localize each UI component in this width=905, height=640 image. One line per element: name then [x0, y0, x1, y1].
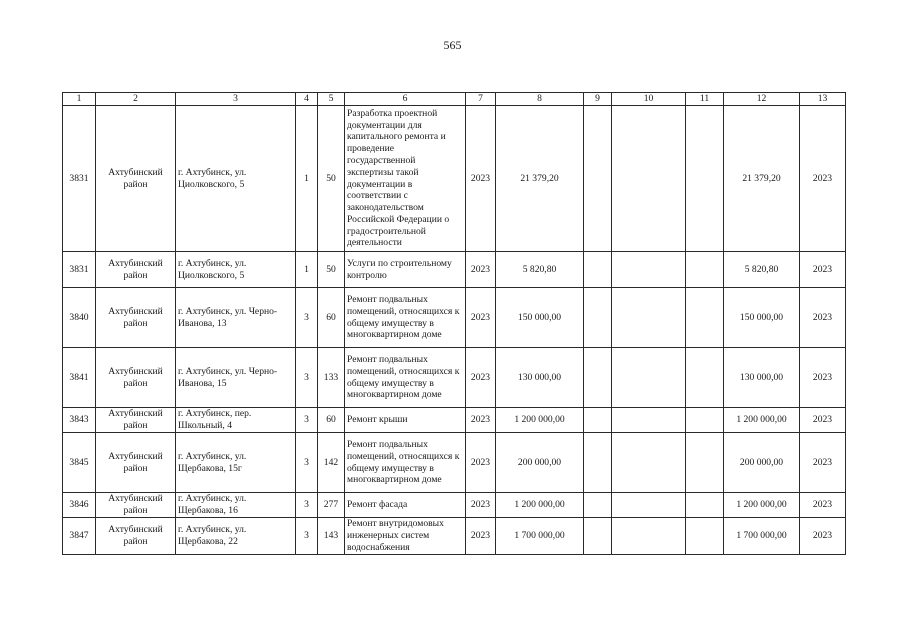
- address-cell: г. Ахтубинск, ул. Черно-Иванова, 15: [176, 348, 296, 408]
- col11-cell: [686, 106, 724, 252]
- work-type-cell: Ремонт внутридомовых инженерных систем водоснабжения: [345, 518, 466, 555]
- address-cell: г. Ахтубинск, пер. Школьный, 4: [176, 408, 296, 433]
- year-end-cell: 2023: [800, 433, 846, 493]
- year-end-cell: 2023: [800, 252, 846, 288]
- year-cell: 2023: [466, 288, 496, 348]
- col5-cell: 50: [318, 106, 345, 252]
- column-header: 12: [724, 93, 800, 106]
- year-end-cell: 2023: [800, 288, 846, 348]
- amount-cell: 1 700 000,00: [496, 518, 584, 555]
- year-cell: 2023: [466, 493, 496, 518]
- year-cell: 2023: [466, 518, 496, 555]
- work-type-cell: Ремонт подвальных помещений, относящихся к общему имуществу в многоквартирном доме: [345, 288, 466, 348]
- table-row: [63, 493, 846, 518]
- year-cell: 2023: [466, 106, 496, 252]
- col9-cell: [584, 348, 612, 408]
- amount-cell: 1 200 000,00: [496, 493, 584, 518]
- col4-cell: 1: [296, 106, 318, 252]
- col11-cell: [686, 408, 724, 433]
- work-type-cell: Ремонт подвальных помещений, относящихся к общему имуществу в многоквартирном доме: [345, 348, 466, 408]
- district-cell: Ахтубинский район: [96, 348, 176, 408]
- column-header: 8: [496, 93, 584, 106]
- col10-cell: [612, 493, 686, 518]
- column-header: 1: [63, 93, 96, 106]
- table-row: [63, 252, 846, 288]
- table-row: [63, 408, 846, 433]
- district-cell: Ахтубинский район: [96, 106, 176, 252]
- year-cell: 2023: [466, 433, 496, 493]
- column-header: 6: [345, 93, 466, 106]
- work-type-cell: Ремонт фасада: [345, 493, 466, 518]
- table-row: [63, 433, 846, 493]
- column-header: 2: [96, 93, 176, 106]
- total-cell: 21 379,20: [724, 106, 800, 252]
- col4-cell: 3: [296, 433, 318, 493]
- year-end-cell: 2023: [800, 106, 846, 252]
- work-type-cell: Ремонт подвальных помещений, относящихся к общему имуществу в многоквартирном доме: [345, 433, 466, 493]
- col4-cell: 3: [296, 518, 318, 555]
- col5-cell: 50: [318, 252, 345, 288]
- table-row: [63, 348, 846, 408]
- col4-cell: 3: [296, 408, 318, 433]
- col10-cell: [612, 106, 686, 252]
- address-cell: г. Ахтубинск, ул. Черно-Иванова, 13: [176, 288, 296, 348]
- total-cell: 5 820,80: [724, 252, 800, 288]
- work-type-cell: Разработка проектной документации для капитального ремонта и проведение государственной экспертизы такой документации в соответствии с законодательством Российской Федерации о градостроительной деятельности: [345, 106, 466, 252]
- col10-cell: [612, 408, 686, 433]
- col9-cell: [584, 252, 612, 288]
- column-header: 3: [176, 93, 296, 106]
- col10-cell: [612, 252, 686, 288]
- year-end-cell: 2023: [800, 493, 846, 518]
- row-id: 3841: [63, 348, 96, 408]
- district-cell: Ахтубинский район: [96, 493, 176, 518]
- address-cell: г. Ахтубинск, ул. Щербакова, 16: [176, 493, 296, 518]
- column-header: 11: [686, 93, 724, 106]
- row-id: 3831: [63, 252, 96, 288]
- col5-cell: 142: [318, 433, 345, 493]
- col4-cell: 3: [296, 348, 318, 408]
- col10-cell: [612, 348, 686, 408]
- col9-cell: [584, 493, 612, 518]
- column-header: 4: [296, 93, 318, 106]
- col9-cell: [584, 408, 612, 433]
- page-number: 565: [443, 38, 462, 52]
- col11-cell: [686, 518, 724, 555]
- col4-cell: 1: [296, 252, 318, 288]
- col10-cell: [612, 518, 686, 555]
- col4-cell: 3: [296, 288, 318, 348]
- col9-cell: [584, 433, 612, 493]
- district-cell: Ахтубинский район: [96, 518, 176, 555]
- total-cell: 150 000,00: [724, 288, 800, 348]
- table-row: [63, 288, 846, 348]
- col5-cell: 60: [318, 408, 345, 433]
- column-header: 5: [318, 93, 345, 106]
- amount-cell: 5 820,80: [496, 252, 584, 288]
- row-id: 3843: [63, 408, 96, 433]
- col5-cell: 143: [318, 518, 345, 555]
- year-cell: 2023: [466, 348, 496, 408]
- col5-cell: 60: [318, 288, 345, 348]
- row-id: 3831: [63, 106, 96, 252]
- work-type-cell: Услуги по строительному контролю: [345, 252, 466, 288]
- table-row: [63, 106, 846, 252]
- year-cell: 2023: [466, 408, 496, 433]
- col9-cell: [584, 288, 612, 348]
- total-cell: 1 700 000,00: [724, 518, 800, 555]
- amount-cell: 150 000,00: [496, 288, 584, 348]
- col11-cell: [686, 288, 724, 348]
- year-cell: 2023: [466, 252, 496, 288]
- column-number-row: [63, 93, 846, 106]
- col4-cell: 3: [296, 493, 318, 518]
- row-id: 3845: [63, 433, 96, 493]
- amount-cell: 21 379,20: [496, 106, 584, 252]
- row-id: 3840: [63, 288, 96, 348]
- address-cell: г. Ахтубинск, ул. Щербакова, 15г: [176, 433, 296, 493]
- total-cell: 1 200 000,00: [724, 408, 800, 433]
- district-cell: Ахтубинский район: [96, 252, 176, 288]
- year-end-cell: 2023: [800, 408, 846, 433]
- col10-cell: [612, 433, 686, 493]
- district-cell: Ахтубинский район: [96, 433, 176, 493]
- col5-cell: 277: [318, 493, 345, 518]
- column-header: 7: [466, 93, 496, 106]
- col5-cell: 133: [318, 348, 345, 408]
- district-cell: Ахтубинский район: [96, 288, 176, 348]
- column-header: 10: [612, 93, 686, 106]
- col10-cell: [612, 288, 686, 348]
- address-cell: г. Ахтубинск, ул. Щербакова, 22: [176, 518, 296, 555]
- column-header: 9: [584, 93, 612, 106]
- amount-cell: 200 000,00: [496, 433, 584, 493]
- total-cell: 130 000,00: [724, 348, 800, 408]
- amount-cell: 130 000,00: [496, 348, 584, 408]
- year-end-cell: 2023: [800, 518, 846, 555]
- col11-cell: [686, 433, 724, 493]
- total-cell: 200 000,00: [724, 433, 800, 493]
- column-header: 13: [800, 93, 846, 106]
- col11-cell: [686, 493, 724, 518]
- col9-cell: [584, 106, 612, 252]
- col9-cell: [584, 518, 612, 555]
- amount-cell: 1 200 000,00: [496, 408, 584, 433]
- address-cell: г. Ахтубинск, ул. Циолковского, 5: [176, 106, 296, 252]
- address-cell: г. Ахтубинск, ул. Циолковского, 5: [176, 252, 296, 288]
- repair-program-table: [62, 92, 846, 555]
- total-cell: 1 200 000,00: [724, 493, 800, 518]
- work-type-cell: Ремонт крыши: [345, 408, 466, 433]
- table-row: [63, 518, 846, 555]
- col11-cell: [686, 348, 724, 408]
- row-id: 3847: [63, 518, 96, 555]
- row-id: 3846: [63, 493, 96, 518]
- col11-cell: [686, 252, 724, 288]
- district-cell: Ахтубинский район: [96, 408, 176, 433]
- year-end-cell: 2023: [800, 348, 846, 408]
